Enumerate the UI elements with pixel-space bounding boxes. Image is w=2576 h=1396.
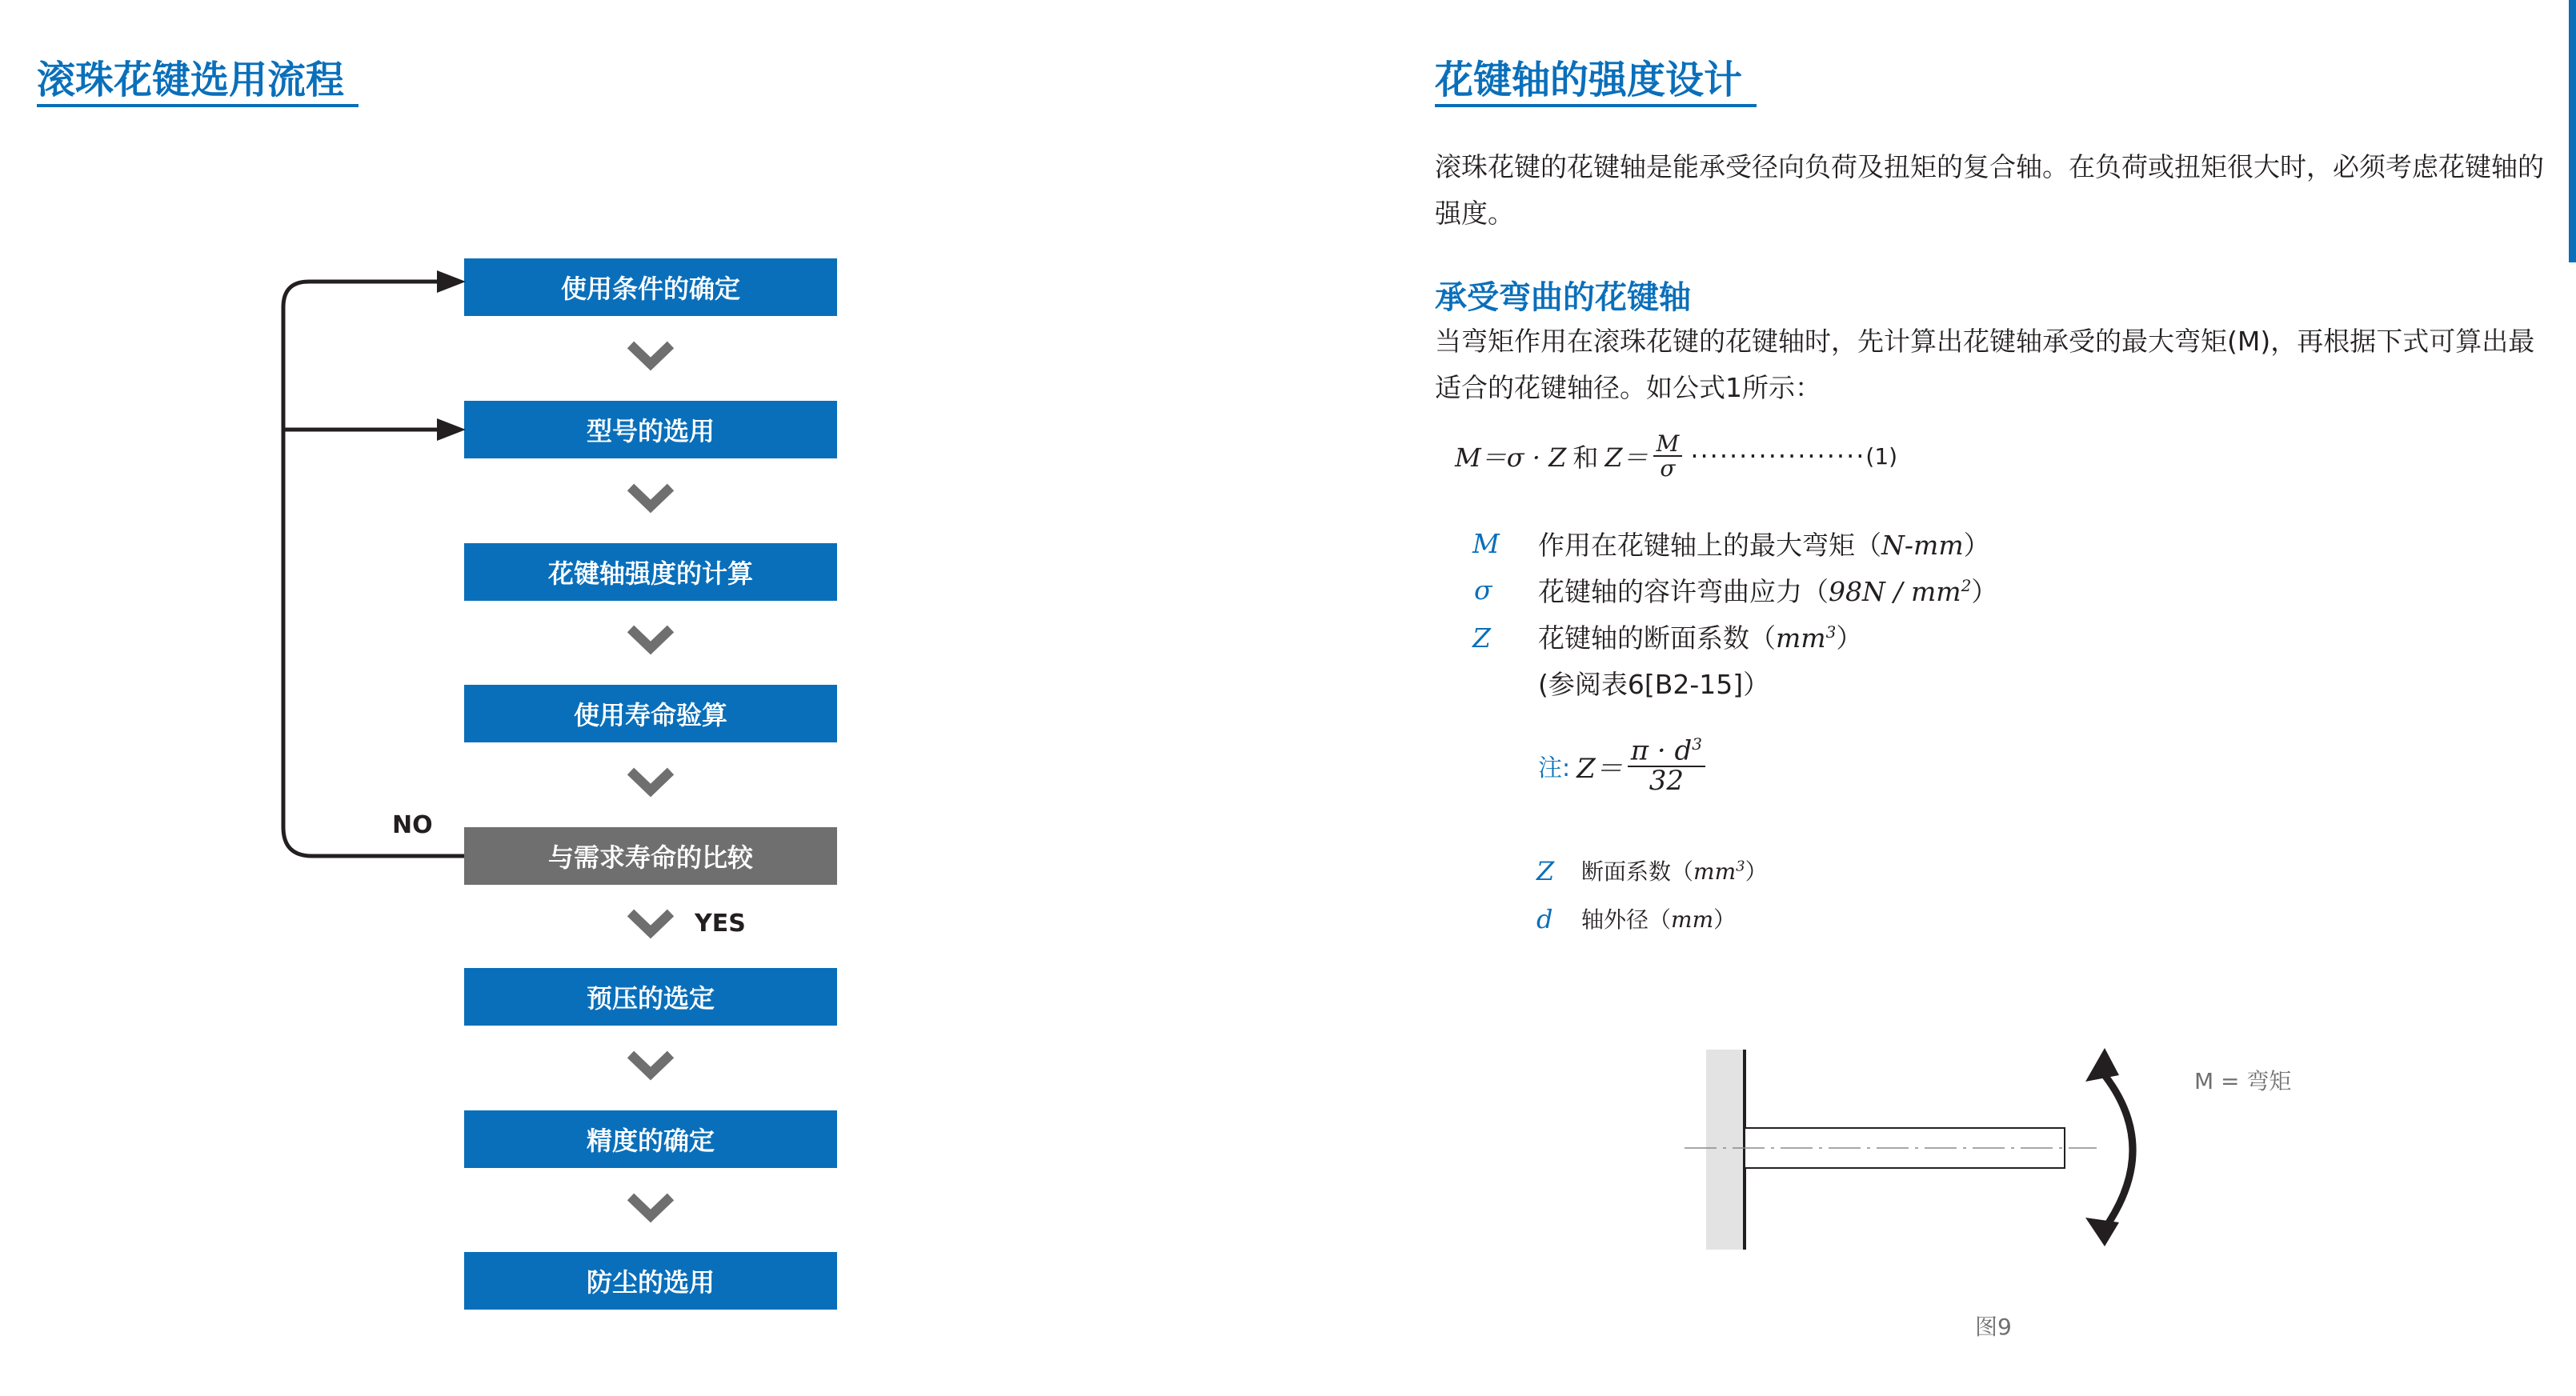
- reference-note: (参阅表6[B2-15]）: [1538, 669, 1770, 700]
- def-close: ）: [1963, 530, 1990, 561]
- def-unit-sup: 2: [1961, 576, 1972, 595]
- flow-step-accuracy: 精度的确定: [464, 1110, 837, 1168]
- note-formula: [1538, 736, 1705, 796]
- chevron-down-icon: [626, 1192, 675, 1224]
- note-numerator-sup: 3: [1692, 734, 1703, 754]
- note-numerator-text: π · d: [1630, 734, 1693, 767]
- flow-step-conditions: 使用条件的确定: [464, 258, 837, 316]
- flow-step-preload: 预压的选定: [464, 968, 837, 1026]
- yes-label: YES: [695, 910, 746, 938]
- def-unit: N-mm: [1881, 530, 1964, 561]
- moment-arrow-head-top: [2085, 1048, 2119, 1082]
- def-symbol-z: Z: [1472, 622, 1491, 654]
- def-unit: 98N / mm: [1829, 576, 1961, 607]
- formula-lhs: M＝σ · Z: [1455, 442, 1567, 474]
- def-text: 作用在花键轴上的最大弯矩（: [1538, 530, 1881, 561]
- def-text: 花键轴的容许弯曲应力（: [1538, 576, 1829, 607]
- bending-moment-arc: [2105, 1075, 2133, 1229]
- figure-caption: 图9: [1975, 1314, 2012, 1340]
- formula-numerator: M: [1653, 432, 1683, 457]
- def-unit: mm: [1776, 622, 1826, 654]
- note-def-text: 断面系数（: [1581, 858, 1694, 885]
- chevron-down-icon: [626, 624, 675, 656]
- def-symbol-sigma: σ: [1474, 574, 1492, 606]
- note-def-unit: mm: [1671, 906, 1714, 933]
- def-text: 花键轴的断面系数（: [1538, 622, 1776, 654]
- intro-paragraph: 滚珠花键的花键轴是能承受径向负荷及扭矩的复合轴。在负荷或扭矩很大时，必须考虑花键轴的强度。: [1435, 151, 2544, 229]
- fixed-wall: [1706, 1050, 1745, 1250]
- note-def-symbol-z: Z: [1536, 856, 1555, 886]
- flow-step-model: 型号的选用: [464, 401, 837, 458]
- formula-rhs-prefix: Z＝: [1604, 442, 1649, 474]
- note-denominator: 32: [1649, 765, 1684, 798]
- formula-dots: ··················: [1690, 441, 1866, 472]
- note-def-text: 轴外径（: [1581, 906, 1672, 933]
- def-close: ）: [1971, 576, 1998, 607]
- chevron-down-icon: [626, 908, 675, 940]
- flow-step-dustproof: 防尘的选用: [464, 1252, 837, 1310]
- formula-1: [1455, 432, 1897, 481]
- flow-step-life: 使用寿命验算: [464, 685, 837, 742]
- bending-paragraph: 当弯矩作用在滚珠花键的花键轴时，先计算出花键轴承受的最大弯矩(M)，再根据下式可算出最适合的花键轴径。如公式1所示：: [1435, 326, 2535, 403]
- formula-label: (1): [1865, 442, 1898, 470]
- strength-title-underline: [1435, 104, 1757, 107]
- def-row-sigma: [1538, 571, 1997, 609]
- formula-and: 和: [1572, 442, 1599, 474]
- bending-subtitle: 承受弯曲的花键轴: [1435, 279, 1691, 316]
- page-edge-tab: [2569, 0, 2576, 262]
- flow-title: 滚珠花键选用流程: [37, 58, 345, 102]
- def-row-z: [1538, 618, 1862, 655]
- flow-step-compare: 与需求寿命的比较: [464, 827, 837, 885]
- cantilever-shaft-figure: [1681, 1040, 2177, 1264]
- formula-denominator: σ: [1660, 455, 1676, 482]
- note-numerator: [1628, 736, 1705, 767]
- note-def-close: ）: [1745, 858, 1768, 885]
- chevron-down-icon: [626, 482, 675, 514]
- chevron-down-icon: [626, 340, 675, 372]
- flow-step-strength: 花键轴强度的计算: [464, 543, 837, 601]
- note-lhs: Z＝: [1576, 752, 1623, 785]
- def-symbol-m: M: [1472, 528, 1500, 559]
- note-def-close: ）: [1713, 906, 1737, 933]
- chevron-down-icon: [626, 766, 675, 798]
- note-def-row-z: [1581, 854, 1768, 886]
- def-unit-sup: 3: [1825, 622, 1837, 642]
- note-label: 注:: [1538, 754, 1571, 783]
- moment-label: M = 弯矩: [2194, 1068, 2292, 1094]
- def-close: ）: [1836, 622, 1863, 654]
- def-row-m: [1538, 525, 1990, 562]
- note-def-symbol-d: d: [1536, 904, 1553, 934]
- no-label: NO: [392, 811, 433, 839]
- chevron-down-icon: [626, 1050, 675, 1082]
- formula-fraction: [1653, 432, 1683, 481]
- flow-title-underline: [37, 104, 359, 107]
- feedback-loop-arrow: [264, 256, 472, 864]
- strength-title: 花键轴的强度设计: [1435, 58, 1743, 102]
- moment-arrow-head-bottom: [2085, 1218, 2119, 1246]
- note-def-unit-sup: 3: [1736, 858, 1745, 875]
- note-def-unit: mm: [1693, 858, 1737, 885]
- note-def-row-d: [1581, 902, 1736, 934]
- note-fraction: [1628, 736, 1705, 796]
